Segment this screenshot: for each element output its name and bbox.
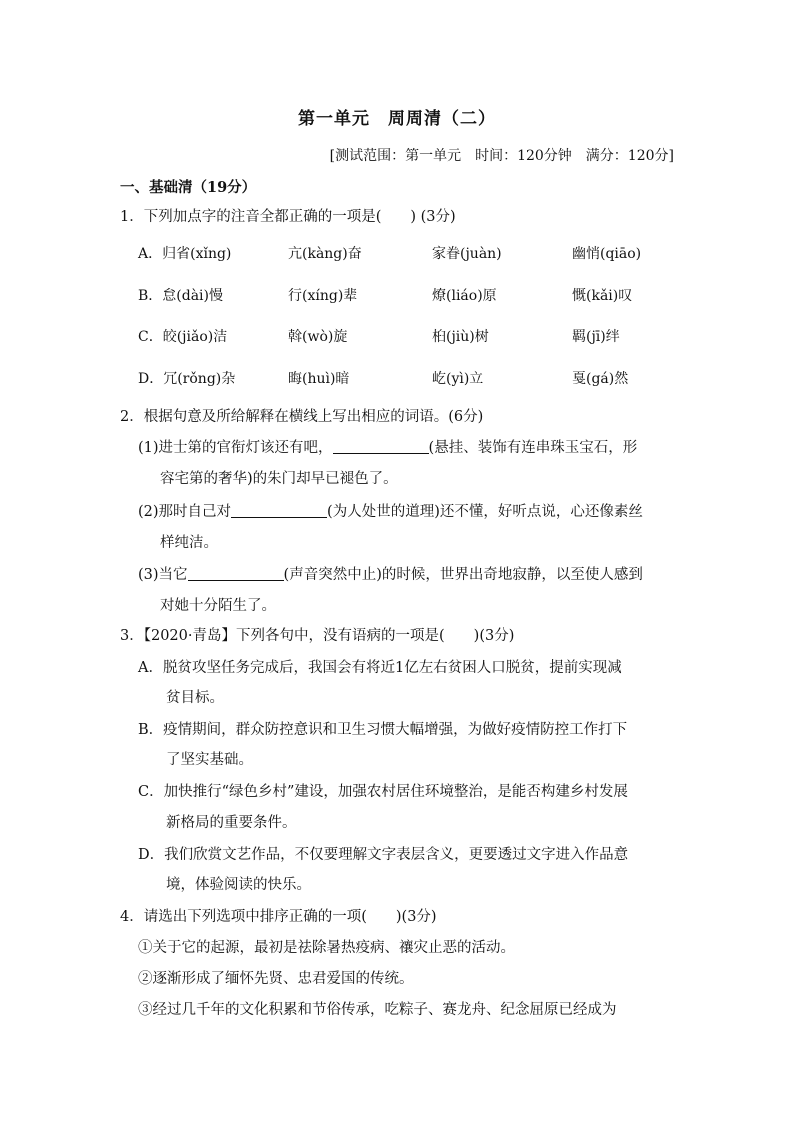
option-c-3: 桕(jiù)树: [432, 329, 489, 345]
answer-blank-2[interactable]: [231, 503, 327, 518]
option-b-line-2: 了坚实基础。: [166, 752, 253, 768]
option-b-3: 燎(liáo)原: [432, 288, 497, 304]
question-2-sentence-3: [138, 563, 643, 584]
answer-blank-3[interactable]: [188, 566, 284, 581]
question-2-sentence-3-cont: 对她十分陌生了。: [160, 598, 276, 614]
option-b-1: B．怠(dài)慢: [138, 288, 223, 304]
option-a-4: 幽悄(qiāo): [572, 246, 642, 262]
question-1-stem: 1．下列加点字的注音全都正确的一项是( ) (3分): [120, 209, 456, 225]
question-4-item-3: ③经过几千年的文化积累和节俗传承，吃粽子、赛龙舟、纪念屈原已经成为: [138, 1002, 617, 1018]
option-a-line-2: 贫目标。: [166, 690, 224, 706]
question-2-sentence-2: [138, 500, 643, 521]
sentence-1-hint: (悬挂、装饰有连串珠玉宝石，形: [428, 440, 638, 456]
answer-blank-1[interactable]: [333, 439, 429, 454]
option-d-line-2: 境，体验阅读的快乐。: [166, 877, 311, 893]
question-4-item-2: ②逐渐形成了缅怀先贤、忠君爱国的传统。: [138, 971, 414, 987]
question-4-item-1: ①关于它的起源，最初是祛除暑热疫病、禳灾止恶的活动。: [138, 940, 515, 956]
option-b-line-1: B．疫情期间，群众防控意识和卫生习惯大幅增强，为做好疫情防控工作打下: [138, 722, 628, 738]
option-c-1: C．皎(jiǎo)洁: [138, 329, 228, 345]
sentence-3-hint: (声音突然中止)的时候，世界出奇地寂静，以至使人感到: [283, 567, 643, 583]
option-d-line-1: D．我们欣赏文艺作品，不仅要理解文字表层含义，更要透过文字进入作品意: [138, 847, 629, 863]
option-a-2: 亢(kàng)奋: [288, 246, 362, 262]
option-b-2: 行(xíng)辈: [288, 288, 358, 304]
question-2-sentence-1-cont: 容宅第的奢华)的朱门却早已褪色了。: [160, 471, 398, 487]
sentence-2-start: (2)那时自己对: [138, 504, 232, 520]
option-b-4: 慨(kǎi)叹: [572, 288, 633, 304]
question-3-text: 下列各句中，没有语病的一项是( )(3分): [236, 628, 515, 644]
question-2-sentence-2-cont: 样纯洁。: [160, 535, 218, 551]
question-3-stem: [120, 624, 514, 645]
option-c-2: 斡(wò)旋: [288, 329, 348, 345]
option-a-3: 家眷(juàn): [432, 246, 502, 262]
test-info: [测试范围：第一单元 时间：120分钟 满分：120分]: [329, 148, 674, 164]
option-d-3: 屹(yì)立: [432, 371, 484, 387]
option-d-1: D．冗(rǒng)杂: [138, 371, 236, 387]
question-4-stem: 4．请选出下列选项中排序正确的一项( )(3分): [120, 909, 437, 925]
option-a-line-1: A．脱贫攻坚任务完成后，我国会有将近1亿左右贫困人口脱贫，提前实现减: [138, 660, 622, 676]
option-c-4: 羁(jī)绊: [572, 329, 620, 345]
page-title: 第一单元 周周清（二）: [298, 109, 496, 129]
option-d-4: 戛(gá)然: [572, 371, 629, 387]
option-d-2: 晦(huì)暗: [288, 371, 350, 387]
question-2-sentence-1: [138, 436, 637, 457]
question-2-stem: 2．根据句意及所给解释在横线上写出相应的词语。(6分): [120, 409, 484, 425]
sentence-2-hint: (为人处世的道理)还不懂，好听点说，心还像素丝: [327, 504, 643, 520]
sentence-3-start: (3)当它: [138, 567, 188, 583]
option-c-line-2: 新格局的重要条件。: [166, 815, 297, 831]
section-heading: 一、基础清（19分）: [120, 179, 257, 196]
question-3-source: 3．【2020·青岛】: [120, 628, 236, 644]
option-c-line-1: C．加快推行“绿色乡村”建设，加强农村居住环境整治，是能否构建乡村发展: [138, 784, 628, 800]
option-a-1: A．归省(xǐng): [138, 246, 232, 262]
sentence-1-start: (1)进士第的官衔灯该还有吧，: [138, 440, 333, 456]
